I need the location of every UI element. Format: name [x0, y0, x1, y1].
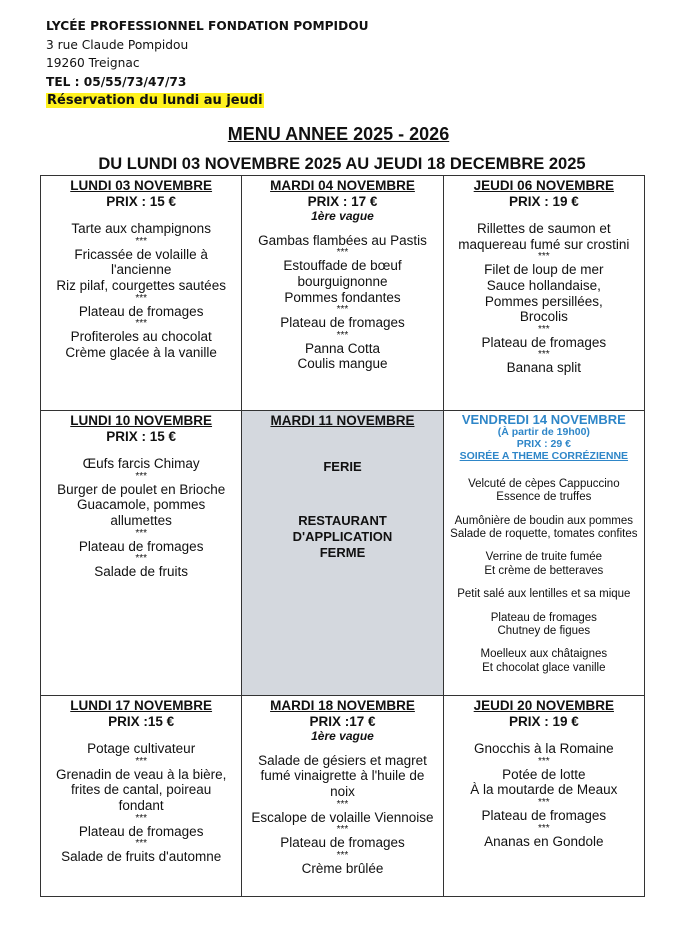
- dish-line: Brocolis: [519, 309, 568, 325]
- course-separator: ***: [537, 796, 550, 808]
- dish-line: Salade de roquette, tomates confites: [450, 528, 638, 541]
- menu-day-cell: [242, 696, 443, 897]
- dish-line: Panna Cotta: [304, 340, 381, 356]
- dish-line: À la moutarde de Meaux: [470, 782, 618, 798]
- dish-line: Œufs farcis Chimay: [82, 456, 200, 472]
- course-separator: ***: [336, 849, 349, 861]
- day-title: MARDI 18 NOVEMBRE: [270, 698, 415, 713]
- course-separator: ***: [537, 251, 550, 263]
- dish-line: Filet de loup de mer: [484, 262, 604, 278]
- theme-title: SOIRÉE A THEME CORRÉZIENNE: [459, 450, 629, 463]
- dish-group: [450, 478, 638, 505]
- dish-group: [450, 515, 638, 542]
- dish-line: Crème glacée à la vanille: [65, 344, 217, 360]
- dish-list: [47, 741, 235, 865]
- dish-line: Plateau de fromages: [490, 611, 597, 624]
- dish-line: Plateau de fromages: [280, 835, 405, 851]
- dish-line: Pommes fondantes: [284, 289, 401, 305]
- price: PRIX : 29 €: [516, 438, 571, 451]
- dish-list: [248, 753, 436, 877]
- menu-table: [40, 175, 645, 897]
- menu-period: DU LUNDI 03 NOVEMBRE 2025 AU JEUDI 18 DECEMBRE 2025: [98, 155, 586, 173]
- service-note: 1ère vague: [311, 209, 374, 224]
- dish-line: Rillettes de saumon et maquereau fumé sur crostini: [458, 221, 630, 252]
- course-separator: ***: [135, 527, 147, 539]
- dish-line: Banana split: [506, 360, 581, 376]
- day-title: JEUDI 06 NOVEMBRE: [473, 178, 614, 193]
- course-separator: ***: [135, 318, 147, 330]
- dish-line: Potage cultivateur: [87, 741, 196, 757]
- dish-line: Escalope de volaille Viennoise: [251, 809, 434, 825]
- course-separator: ***: [336, 304, 349, 316]
- dish-line: Velcuté de cèpes Cappuccino: [468, 477, 620, 490]
- dish-group: [450, 648, 638, 675]
- dish-list: [248, 233, 436, 372]
- dish-line: Plateau de fromages: [481, 334, 607, 350]
- menu-day-cell: [443, 411, 644, 696]
- school-street: 3 rue Claude Pompidou: [46, 37, 189, 52]
- closed-notice: RESTAURANT D'APPLICATION FERME: [292, 512, 393, 560]
- day-title: MARDI 11 NOVEMBRE: [270, 413, 415, 428]
- dish-line: Moelleux aux châtaignes: [480, 648, 608, 661]
- price: PRIX : 17 €: [307, 193, 378, 209]
- dish-line: Gambas flambées au Pastis: [258, 232, 427, 248]
- dish-line: Salade de gésiers et magret fumé vinaigrette à l'huile de noix: [258, 752, 427, 799]
- course-separator: ***: [336, 329, 349, 341]
- dish-line: Profiteroles au chocolat: [70, 329, 212, 345]
- course-separator: ***: [135, 838, 147, 850]
- dish-line: Tarte aux champignons: [71, 221, 211, 237]
- dish-line: Estouffade de bœuf bourguignonne: [283, 258, 402, 289]
- dish-line: Plateau de fromages: [280, 315, 405, 331]
- dish-line: Fricassée de volaille à l'ancienne: [74, 246, 208, 278]
- dish-group: [450, 551, 638, 578]
- day-title: LUNDI 17 NOVEMBRE: [70, 698, 213, 713]
- dish-line: Aumônière de boudin aux pommes: [454, 514, 633, 527]
- holiday-label: FERIE: [323, 458, 362, 474]
- school-name: LYCÉE PROFESSIONNEL FONDATION POMPIDOU: [46, 19, 369, 33]
- dish-line: Plateau de fromages: [481, 807, 607, 823]
- school-header: [46, 17, 368, 111]
- dish-line: Pommes persillées,: [484, 293, 603, 309]
- school-phone: [46, 73, 368, 92]
- dish-list: [47, 456, 235, 580]
- course-separator: ***: [135, 235, 147, 247]
- week-row: [41, 176, 645, 411]
- course-separator: ***: [537, 822, 550, 834]
- dish-line: Chutney de figues: [497, 625, 591, 638]
- price: PRIX :15 €: [108, 713, 175, 729]
- dish-line: Et crème de betteraves: [484, 564, 604, 577]
- dish-line: Sauce hollandaise,: [486, 277, 601, 293]
- dish-line: Plateau de fromages: [78, 538, 204, 554]
- day-title: VENDREDI 14 NOVEMBRE: [461, 412, 626, 427]
- week-row: [41, 411, 645, 696]
- dish-list: [450, 741, 638, 849]
- day-title: LUNDI 10 NOVEMBRE: [70, 413, 213, 428]
- course-separator: ***: [336, 824, 349, 836]
- day-title: LUNDI 03 NOVEMBRE: [70, 178, 213, 193]
- menu-day-cell: [443, 696, 644, 897]
- dish-line: Salade de fruits d'automne: [61, 849, 222, 865]
- dish-line: Essence de truffes: [496, 491, 592, 504]
- dish-line: Guacamole, pommes allumettes: [77, 497, 206, 528]
- dish-group: [450, 588, 638, 601]
- dish-line: Petit salé aux lentilles et sa mique: [457, 588, 631, 601]
- course-separator: ***: [537, 323, 550, 335]
- menu-day-cell: [41, 411, 242, 696]
- menu-day-cell: [242, 411, 443, 696]
- course-separator: ***: [537, 349, 550, 361]
- service-note: 1ère vague: [311, 729, 374, 744]
- price: PRIX : 15 €: [106, 428, 177, 444]
- price: PRIX :17 €: [309, 713, 376, 729]
- dish-line: Grenadin de veau à la bière, frites de cantal, poireau fondant: [55, 766, 227, 813]
- dish-group: [450, 612, 638, 639]
- dish-list: [450, 221, 638, 376]
- reservation-note: Réservation du lundi au jeudi: [47, 93, 263, 108]
- menu-day-cell: [443, 176, 644, 411]
- phone-number: 05/55/73/47/73: [83, 74, 187, 89]
- dish-line: Plateau de fromages: [78, 823, 204, 839]
- course-separator: ***: [135, 470, 147, 482]
- dish-line: Potée de lotte: [502, 766, 586, 782]
- school-city: 19260 Treignac: [46, 56, 140, 70]
- day-title: MARDI 04 NOVEMBRE: [270, 178, 415, 193]
- service-time: (À partir de 19h00): [497, 426, 590, 439]
- dish-line: Verrine de truite fumée: [485, 551, 602, 564]
- course-separator: ***: [537, 755, 550, 767]
- phone-label: TEL :: [46, 74, 84, 89]
- course-separator: ***: [135, 755, 147, 767]
- dish-list: [47, 221, 235, 360]
- course-separator: ***: [135, 812, 147, 824]
- menu-title: [0, 124, 677, 145]
- dish-line: Plateau de fromages: [78, 303, 204, 319]
- menu-day-cell: [41, 696, 242, 897]
- week-row: [41, 696, 645, 897]
- dish-line: Salade de fruits: [94, 564, 189, 580]
- course-separator: ***: [336, 247, 349, 259]
- price: PRIX : 19 €: [508, 713, 579, 729]
- course-separator: ***: [135, 553, 147, 565]
- price: PRIX : 19 €: [508, 193, 579, 209]
- dish-line: Riz pilaf, courgettes sautées: [56, 277, 226, 293]
- day-title: JEUDI 20 NOVEMBRE: [473, 698, 614, 713]
- dish-line: Burger de poulet en Brioche: [57, 481, 226, 497]
- price: PRIX : 15 €: [106, 193, 177, 209]
- dish-line: Gnocchis à la Romaine: [474, 741, 614, 757]
- dish-line: Coulis mangue: [297, 356, 388, 372]
- menu-title-text: MENU ANNEE 2025 - 2026: [227, 124, 450, 144]
- menu-day-cell: [242, 176, 443, 411]
- dish-line: Ananas en Gondole: [484, 833, 604, 849]
- course-separator: ***: [336, 798, 349, 810]
- dish-line: Crème brûlée: [301, 860, 384, 876]
- dish-line: Et chocolat glace vanille: [482, 661, 606, 674]
- menu-day-cell: [41, 176, 242, 411]
- course-separator: ***: [135, 292, 147, 304]
